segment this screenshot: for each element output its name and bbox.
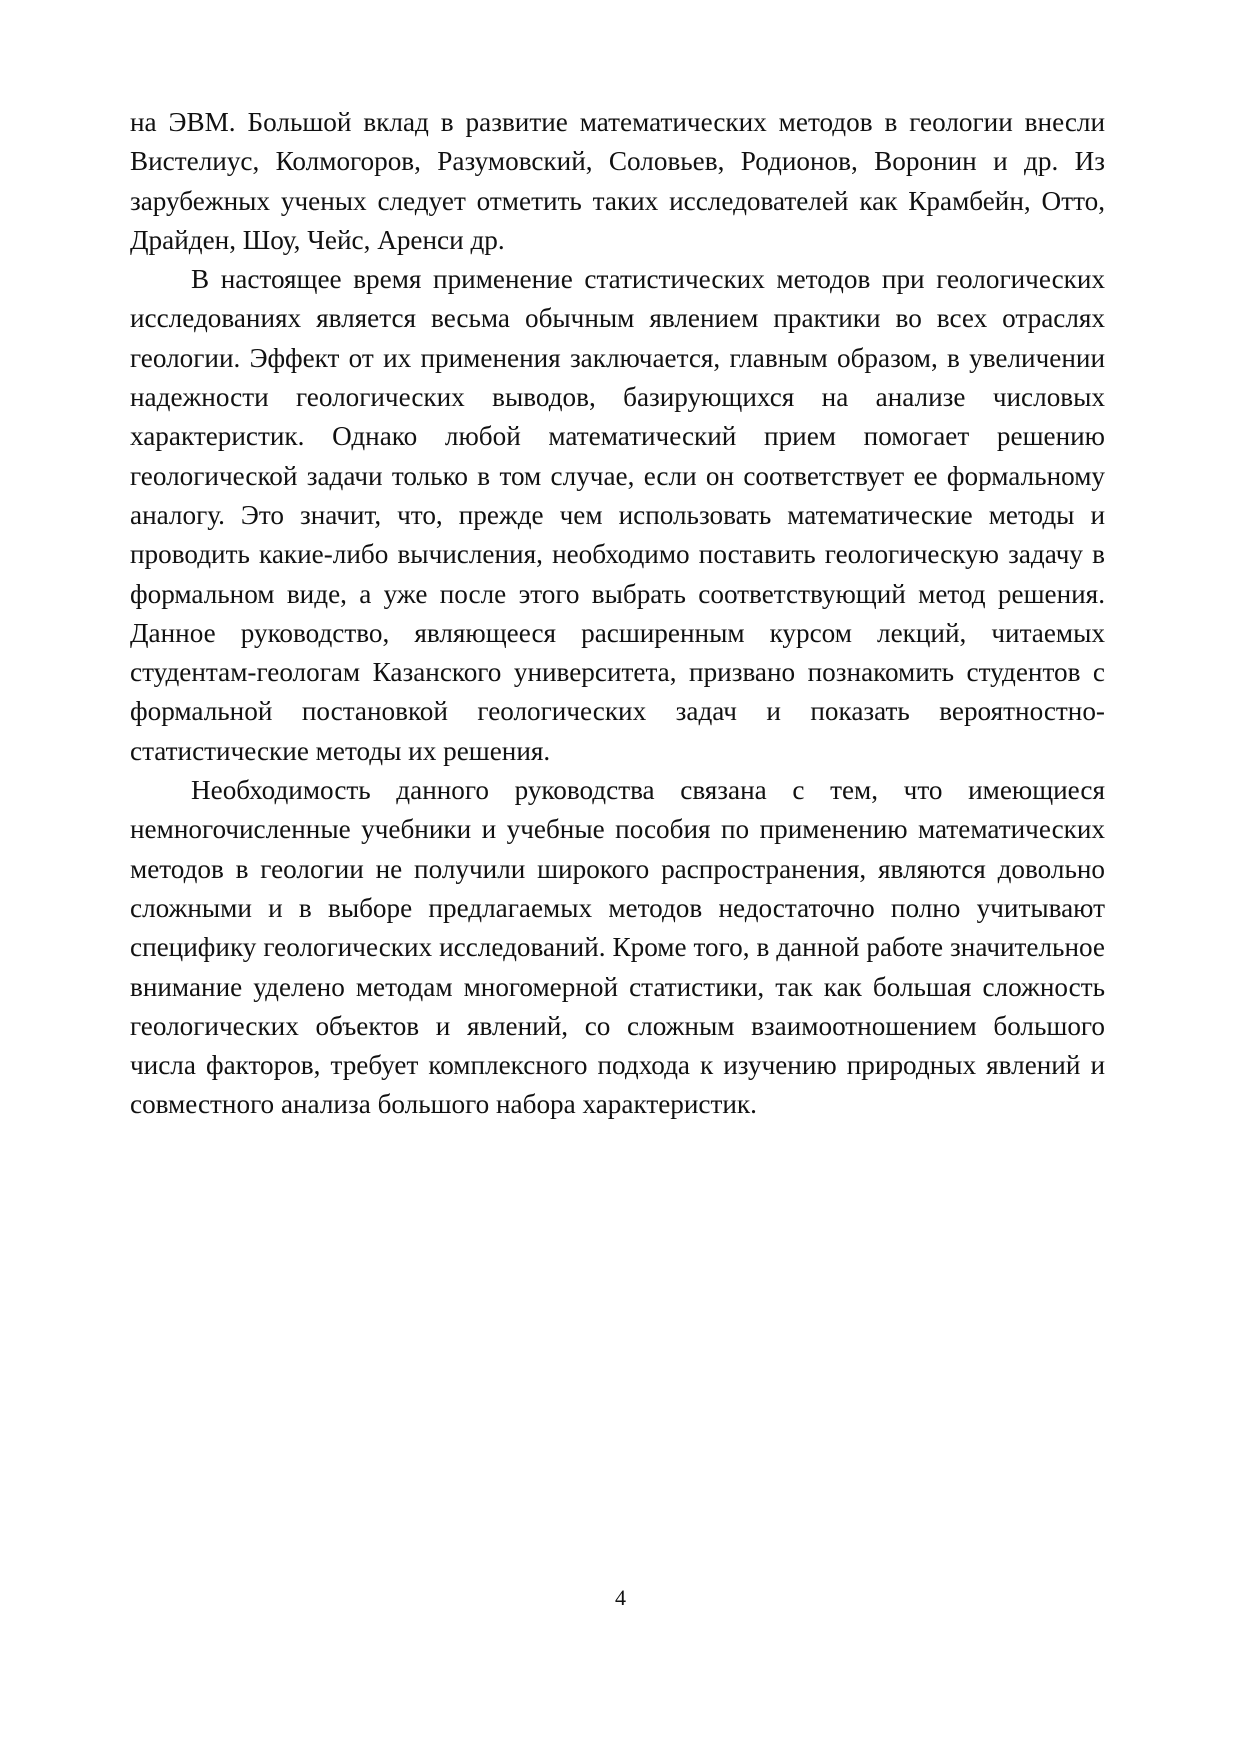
page-number: 4 xyxy=(615,1585,626,1610)
paragraph-guide-necessity: Необходимость данного руководства связана с тем, что имеющиеся немногочисленные учебники и учебные пособия по применению математических методов в геологии не получили широкого распространения, являются довольно сложными и в выборе предлагаемых методов недостаточно полно учитывают специфику геологических исследований. Кроме того, в данной работе значительное внимание уделено методам многомерной статистики, так как большая сложность геологических объектов и явлений, со сложным взаимоотношением большого числа факторов, требует комплексного подхода к изучению природных явлений и совместного анализа большого набора характеристик. xyxy=(130,775,1105,1120)
paragraph-statistical-methods: В настоящее время применение статистических методов при геологических исследованиях является весьма обычным явлением практики во всех отраслях геологии. Эффект от их применения заключается, главным образом, в увеличении надежности геологических выводов, базирующихся на анализе числовых характеристик. Однако любой математический прием помогает решению геологической задачи только в том случае, если он соответствует ее формальному аналогу. Это значит, что, прежде чем использовать математические методы и проводить какие-либо вычисления, необходимо поставить геологическую задачу в формальном виде, а уже после этого выбрать соответствующий метод решения. Данное руководство, являющееся расширенным курсом лекций, читаемых студентам-геологам Казанского университета, призвано познакомить студентов с формальной постановкой геологических задач и показать вероятностно-статистические методы их решения. xyxy=(130,264,1105,766)
body-text xyxy=(130,103,1105,1125)
paragraph-continuation: на ЭВМ. Большой вклад в развитие математических методов в геологии внесли Вистелиус, Колмогоров, Разумовский, Соловьев, Родионов, Воронин и др. Из зарубежных ученых следует отметить таких исследователей как Крамбейн, Отто, Драйден, Шоу, Чейс, Аренси др. xyxy=(130,107,1105,255)
